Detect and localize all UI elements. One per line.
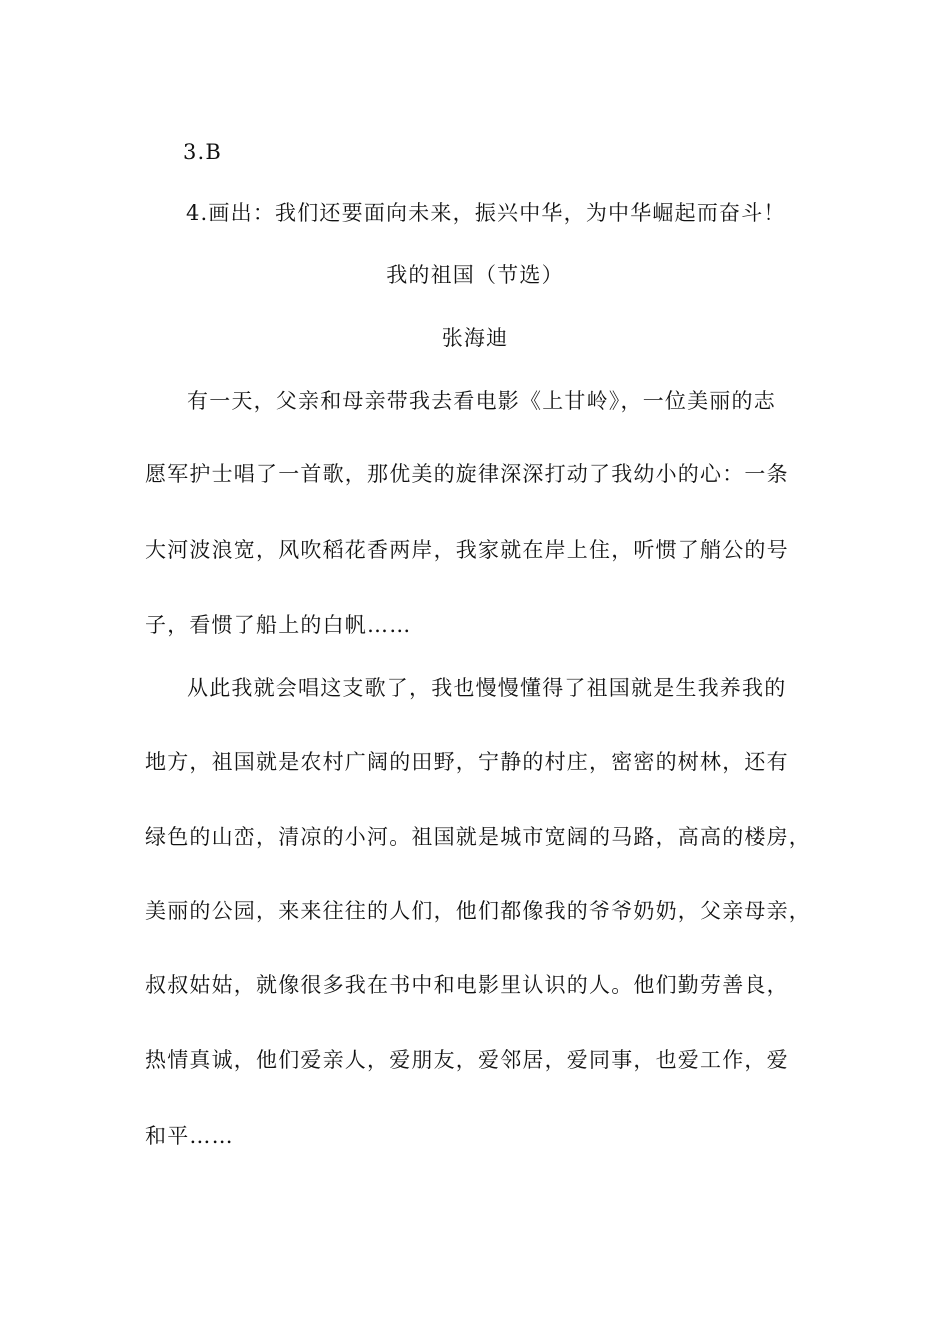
paragraph-line: 和平…… [145,1124,234,1148]
paragraph-line: 热情真诚，他们爱亲人，爱朋友，爱邻居，爱同事，也爱工作，爱 [145,1048,789,1072]
paragraph-line: 美丽的公园，来来往往的人们，他们都像我的爷爷奶奶，父亲母亲， [145,899,811,923]
passage-title: 我的祖国（节选） [386,263,564,287]
paragraph-line: 子，看惯了船上的白帆…… [145,613,412,637]
paragraph-line: 大河波浪宽，风吹稻花香两岸，我家就在岸上住，听惯了艄公的号 [145,538,789,562]
paragraph-line: 愿军护士唱了一首歌，那优美的旋律深深打动了我幼小的心：一条 [145,462,789,486]
paragraph-line: 从此我就会唱这支歌了，我也慢慢懂得了祖国就是生我养我的 [187,676,787,700]
paragraph-line: 绿色的山峦，清凉的小河。祖国就是城市宽阔的马路，高高的楼房， [145,825,811,849]
passage-author: 张海迪 [441,326,509,350]
paragraph-line: 地方，祖国就是农村广阔的田野，宁静的村庄，密密的树林，还有 [145,750,789,774]
paragraph-line: 有一天，父亲和母亲带我去看电影《上甘岭》，一位美丽的志 [187,389,776,413]
paragraph-line: 叔叔姑姑，就像很多我在书中和电影里认识的人。他们勤劳善良， [145,973,789,997]
answer-3: 3.B [183,140,223,164]
answer-4: 4.画出：我们还要面向未来，振兴中华，为中华崛起而奋斗！ [186,201,786,225]
